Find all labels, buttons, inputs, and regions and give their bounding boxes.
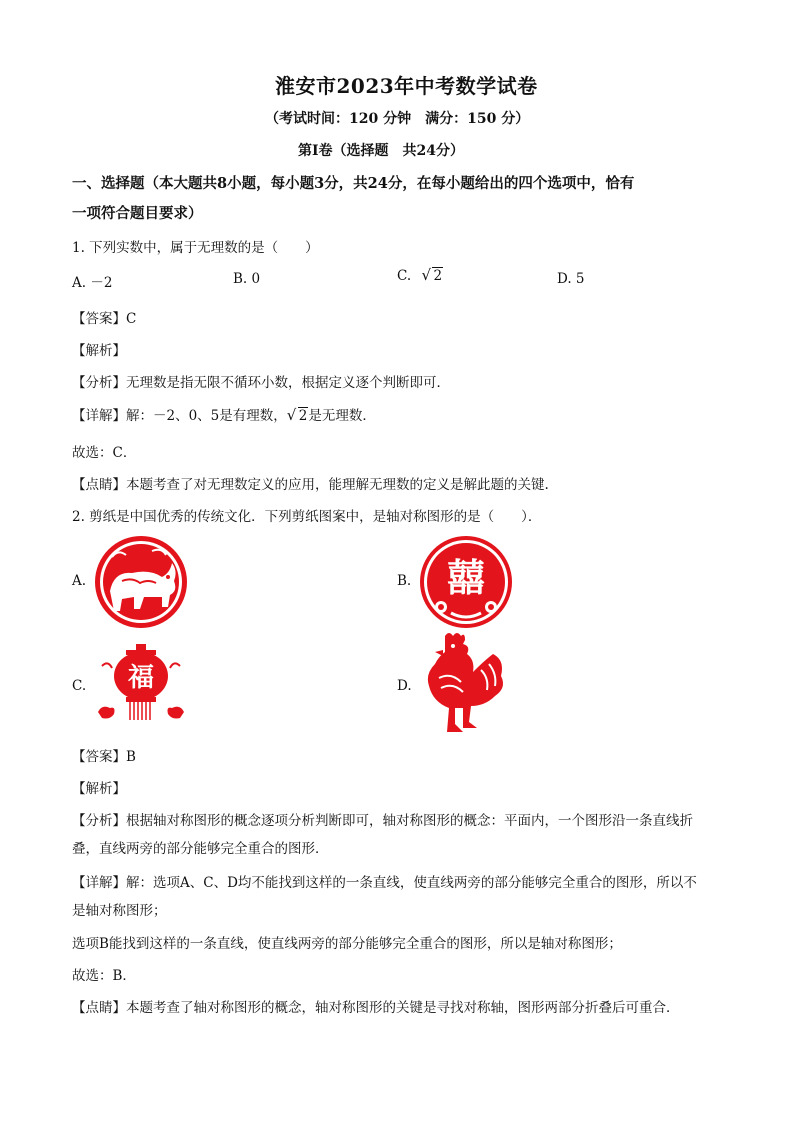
q2-choice: 故选：B．	[72, 968, 136, 984]
q1-xiangjie-text-end: 是无理数．	[308, 408, 376, 424]
q2-analysis-label: 【解析】	[72, 781, 126, 797]
q1-dianjing: 【点睛】本题考查了对无理数定义的应用，能理解无理数的定义是解此题的关键.	[72, 477, 549, 493]
q1-option-d: D. 5	[557, 271, 585, 287]
q1-fenxi: 【分析】无理数是指无限不循环小数，根据定义逐个判断即可．	[72, 375, 450, 391]
q1-option-c	[397, 268, 443, 284]
rooster-papercut-icon	[415, 630, 507, 738]
q2-fenxi-line2: 叠，直线两旁的部分能够完全重合的图形．	[72, 841, 329, 857]
q2-option-a-label: A.	[72, 573, 87, 589]
xi-character: 囍	[446, 556, 486, 600]
q2-xiangjie-line3: 选项B能找到这样的一条直线，使直线两旁的部分能够完全重合的图形，所以是轴对称图形；	[72, 936, 622, 952]
q2-xiangjie-line2: 是轴对称图形；	[72, 903, 167, 919]
q1-stem: 1. 下列实数中，属于无理数的是（ ）	[72, 240, 319, 256]
radicand: 2	[433, 268, 443, 284]
q1-option-a: A. －2	[72, 275, 113, 291]
q2-answer: 【答案】B	[72, 749, 136, 765]
q2-xiangjie-line1: 【详解】解：选项A、C、D均不能找到这样的一条直线，使直线两旁的部分能够完全重合的图形，所以不	[72, 875, 697, 891]
section-heading-cont: 一项符合题目要求）	[72, 205, 203, 222]
q2-option-b-label: B.	[397, 573, 412, 589]
fu-character: 福	[127, 663, 155, 693]
q1-xiangjie	[72, 404, 376, 424]
ox-papercut-icon	[92, 533, 190, 631]
q1-xiangjie-text: 【详解】解：－2、0、5是有理数，	[72, 408, 287, 424]
sqrt-symbol: √ 2	[286, 406, 308, 424]
q1-choice: 故选：C．	[72, 445, 137, 461]
q1-option-b: B. 0	[233, 271, 261, 287]
q1-analysis-label: 【解析】	[72, 343, 126, 359]
page-title: 淮安市2023年中考数学试卷	[275, 74, 538, 98]
double-happiness-papercut-icon	[417, 533, 515, 631]
lantern-papercut-icon	[92, 642, 190, 728]
q2-fenxi-line1: 【分析】根据轴对称图形的概念逐项分析判断即可，轴对称图形的概念：平面内，一个图形沿一条直线折	[72, 813, 693, 829]
q2-stem: 2. 剪纸是中国优秀的传统文化．下列剪纸图案中，是轴对称图形的是（ ）．	[72, 509, 542, 525]
exam-info: （考试时间：120 分钟 满分：150 分）	[265, 111, 530, 127]
section-heading: 一、选择题（本大题共8小题，每小题3分，共24分，在每小题给出的四个选项中，恰有	[72, 175, 635, 192]
q2-option-c-label: C.	[72, 678, 87, 694]
q1-option-c-label: C.	[397, 268, 412, 284]
volume-heading: 第Ⅰ卷（选择题 共24分）	[298, 143, 465, 159]
q1-answer: 【答案】C	[72, 311, 137, 327]
q2-option-d-label: D.	[397, 678, 412, 694]
sqrt-symbol: √ 2	[421, 266, 443, 284]
q2-dianjing: 【点睛】本题考查了轴对称图形的概念，轴对称图形的关键是寻找对称轴，图形两部分折叠后可重合．	[72, 1000, 680, 1016]
radicand: 2	[298, 408, 308, 424]
